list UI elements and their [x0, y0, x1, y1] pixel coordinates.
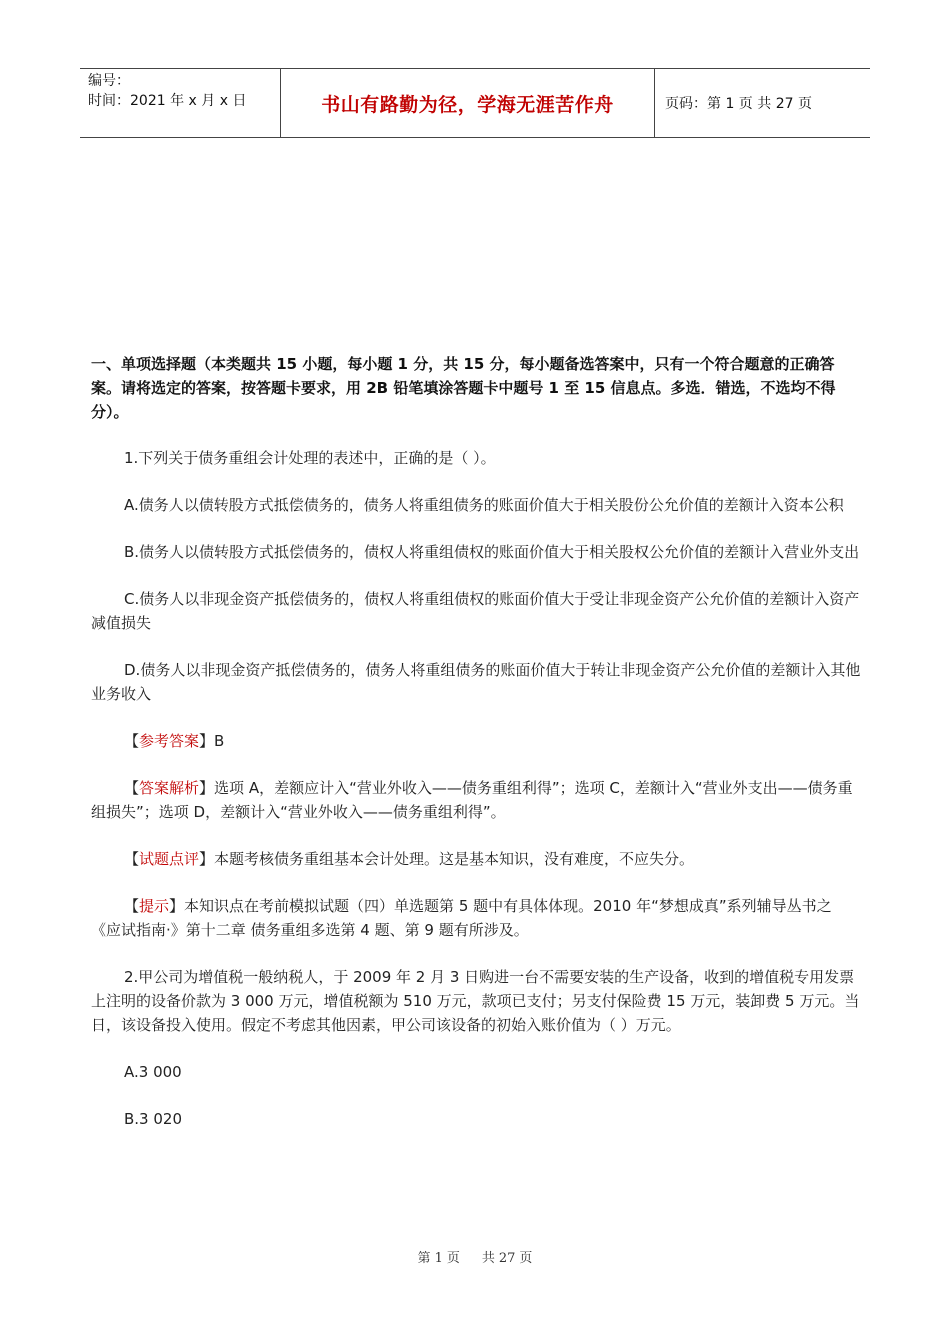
answer-text: B — [214, 732, 225, 750]
footer-gong: 共 — [481, 1251, 495, 1266]
footer-di: 第 — [417, 1251, 431, 1266]
question-1-stem: 1.下列关于债务重组会计处理的表述中，正确的是（ ）。 — [124, 449, 496, 467]
question-2-option-a: A.3 000 — [124, 1063, 182, 1081]
question-1-analysis: 【答案解析】选项 A，差额应计入“营业外收入——债务重组利得”；选项 C，差额计入“营业外支出——债务重组损失”；选项 D，差额计入“营业外收入——债务重组利得”。 — [91, 779, 853, 821]
question-1-option-c: C.债务人以非现金资产抵偿债务的，债权人将重组债权的账面价值大于受让非现金资产公允价值的差额计入资产减值损失 — [91, 590, 860, 632]
question-2-stem: 2.甲公司为增值税一般纳税人，于 2009 年 2 月 3 日购进一台不需要安装的生产设备，收到的增值税专用发票上注明的设备价款为 3 000 万元，增值税额为 510 万元，款项已支付；另支付保险费 15 万元，装卸费 5 万元。当日，该设备投入使用。假定不考虑其他因素，甲公司该设备的初始入账价值为（ ）万元。 — [91, 968, 860, 1034]
header-meta — [80, 69, 281, 137]
answer-tag: 参考答案 — [139, 732, 200, 750]
analysis-text: 选项 A，差额应计入“营业外收入——债务重组利得”；选项 C，差额计入“营业外支出——债务重组损失”；选项 D，差额计入“营业外收入——债务重组利得”。 — [91, 779, 853, 821]
footer-page-number: 1 — [434, 1251, 443, 1266]
question-1-answer: 【参考答案】B — [124, 732, 225, 750]
question-2-option-b: B.3 020 — [124, 1110, 183, 1128]
date-text: 时间：2021 年 x 月 x 日 — [88, 93, 247, 109]
question-1-option-d: D.债务人以非现金资产抵偿债务的，债务人将重组债务的账面价值大于转让非现金资产公允价值的差额计入其他业务收入 — [91, 661, 861, 703]
comment-tag: 试题点评 — [139, 850, 200, 868]
question-1-hint: 【提示】本知识点在考前模拟试题（四）单选题第 5 题中有具体体现。2010 年“梦想成真”系列辅导丛书之《应试指南·》第十二章 债务重组多选第 4 题、第 9 题有所涉及。 — [91, 897, 832, 939]
header-page-info: 页码：第 1 页 共 27 页 — [665, 96, 812, 112]
serial-label: 编号： — [88, 73, 130, 89]
hint-tag: 提示 — [139, 897, 170, 915]
page-header — [80, 68, 870, 138]
footer-total-pages: 27 — [498, 1251, 516, 1266]
page-footer — [0, 1247, 950, 1266]
question-1-option-a: A.债务人以债转股方式抵偿债务的，债务人将重组债务的账面价值大于相关股份公允价值的差额计入资本公积 — [124, 496, 844, 514]
analysis-tag: 答案解析 — [139, 779, 200, 797]
footer-ye1: 页 — [446, 1251, 460, 1266]
section-title: 一、单项选择题（本类题共 15 小题，每小题 1 分，共 15 分，每小题备选答案中，只有一个符合题意的正确答案。请将选定的答案，按答题卡要求，用 2B 铅笔填涂答题卡中题号 1 至 15 信息点。多选．错选，不选均不得分）。 — [91, 355, 836, 421]
footer-ye2: 页 — [519, 1251, 533, 1266]
question-1-comment: 【试题点评】本题考核债务重组基本会计处理。这是基本知识，没有难度，不应失分。 — [124, 850, 695, 868]
header-motto: 书山有路勤为径，学海无涯苦作舟 — [281, 69, 655, 137]
comment-text: 本题考核债务重组基本会计处理。这是基本知识，没有难度，不应失分。 — [214, 850, 695, 868]
document-body — [91, 352, 861, 1154]
hint-text: 本知识点在考前模拟试题（四）单选题第 5 题中有具体体现。2010 年“梦想成真”系列辅导丛书之《应试指南·》第十二章 债务重组多选第 4 题、第 9 题有所涉及。 — [91, 897, 832, 939]
question-1-option-b: B.债务人以债转股方式抵偿债务的，债权人将重组债权的账面价值大于相关股权公允价值的差额计入营业外支出 — [124, 543, 860, 561]
